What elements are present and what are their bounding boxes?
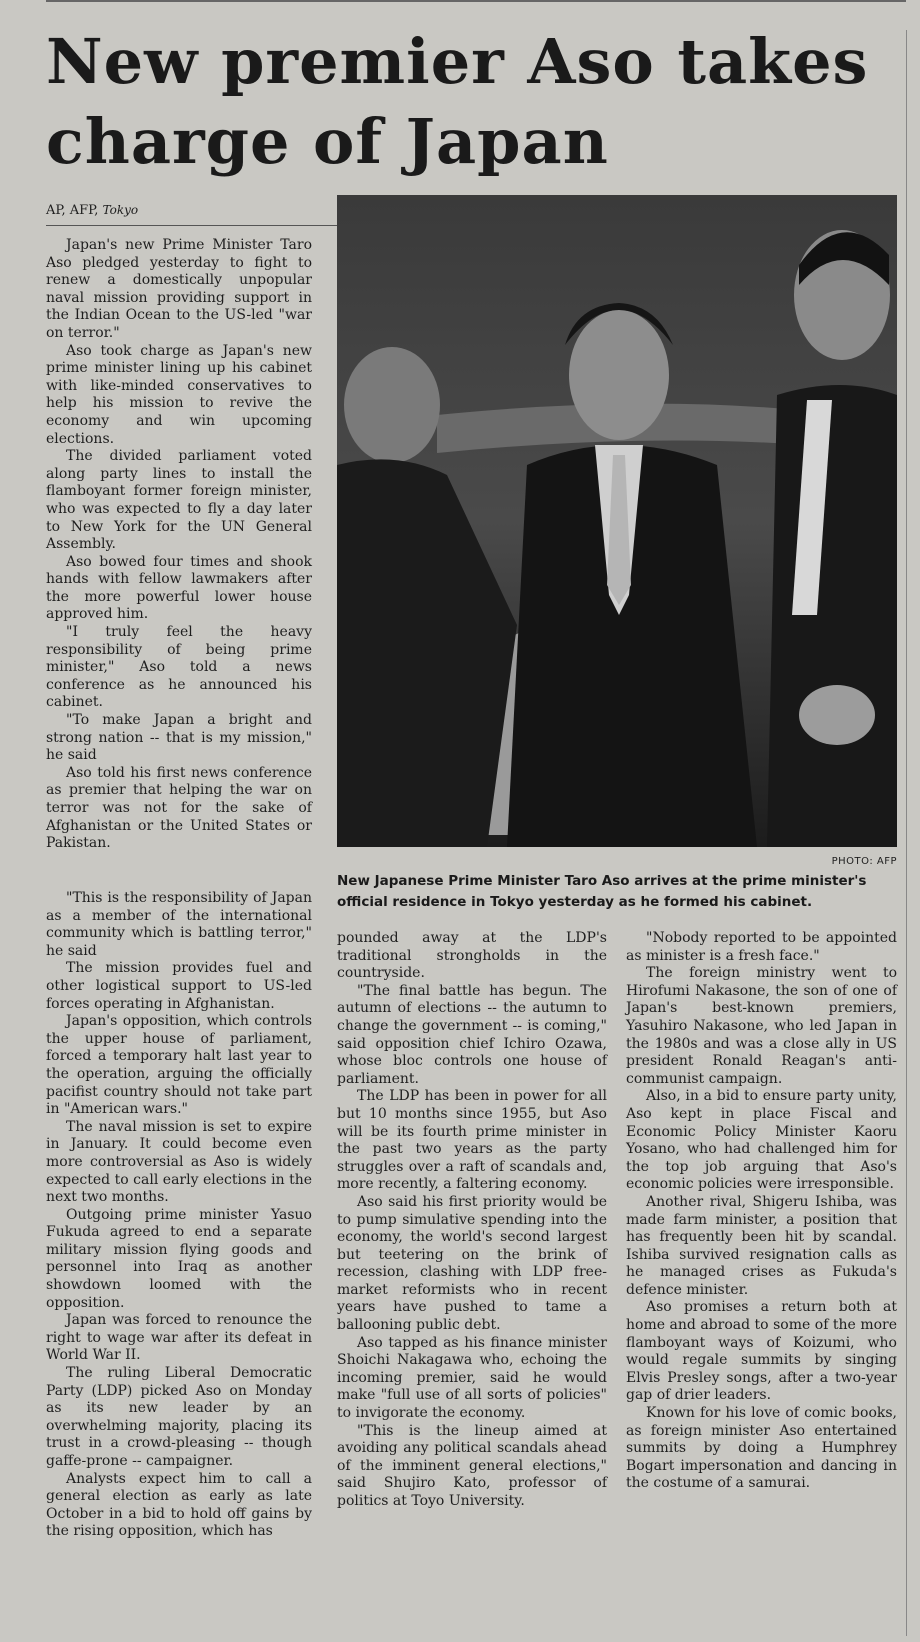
headline-line-1: New premier Aso takes — [46, 25, 869, 98]
article-paragraph: Outgoing prime minister Yasuo Fukuda agreed to end a separate military mission flying goods and personnel into Iraq as another showdown loomed with the opposition. — [46, 1206, 312, 1311]
photo-caption: New Japanese Prime Minister Taro Aso arrives at the prime minister's official residence in Tokyo yesterday as he formed his cabinet. — [337, 873, 867, 910]
article-paragraph: "The final battle has begun. The autumn of elections -- the autumn to change the government -- is coming," said opposition chief Ichiro Ozawa, whose bloc controls one house of parliament. — [337, 982, 607, 1087]
article-paragraph: "To make Japan a bright and strong nation -- that is my mission," he said — [46, 712, 312, 764]
article-column-1-upper — [46, 237, 312, 853]
byline — [46, 201, 342, 226]
article-column-1-lower — [46, 890, 312, 1541]
headline — [46, 22, 906, 182]
article-paragraph: The mission provides fuel and other logistical support to US-led forces operating in Afghanistan. — [46, 960, 312, 1012]
article-paragraph: Aso told his first news conference as premier that helping the war on terror was not for the sake of Afghanistan or the United States or Pakistan. — [46, 764, 312, 852]
article-paragraph: Aso tapped as his finance minister Shoichi Nakagawa who, echoing the incoming premier, said he would make "full use of all sorts of policies" to invigorate the economy. — [337, 1334, 607, 1422]
article-paragraph: Aso said his first priority would be to pump simulative spending into the economy, the world's second largest but teetering on the brink of recession, clashing with LDP free-market reformists who in recent years have pushed to tame a ballooning public debt. — [337, 1193, 607, 1334]
column-rule — [906, 30, 907, 1636]
article-paragraph: "I truly feel the heavy responsibility of being prime minister," Aso told a news conference as he announced his cabinet. — [46, 624, 312, 711]
article-paragraph: Known for his love of comic books, as foreign minister Aso entertained summits by doing a Humphrey Bogart impersonation and dancing in the costume of a samurai. — [626, 1405, 897, 1492]
article-paragraph: "Nobody reported to be appointed as minister is a fresh face." — [626, 930, 897, 964]
article-paragraph: Aso bowed four times and shook hands with fellow lawmakers after the more powerful lower house approved him. — [46, 553, 312, 623]
article-paragraph: Japan's opposition, which controls the upper house of parliament, forced a temporary halt last year to the operation, arguing the officially pacifist country should not take part in "American wars." — [46, 1013, 312, 1118]
article-paragraph: The divided parliament voted along party lines to install the flamboyant former foreign minister, who was expected to fly a day later to New York for the UN General Assembly. — [46, 448, 312, 553]
article-paragraph: "This is the lineup aimed at avoiding any political scandals ahead of the imminent general elections," said Shujiro Kato, professor of politics at Toyo University. — [337, 1422, 607, 1509]
byline-agencies: AP, AFP, — [46, 203, 99, 218]
article-column-2 — [337, 930, 607, 1511]
article-paragraph: The naval mission is set to expire in January. It could become even more controversial as Aso is widely expected to call early elections in the next two months. — [46, 1118, 312, 1206]
top-rule — [46, 0, 906, 2]
article-paragraph: Also, in a bid to ensure party unity, Aso kept in place Fiscal and Economic Policy Minister Kaoru Yosano, who had challenged him for the top job arguing that Aso's economic policies were irresponsible. — [626, 1088, 897, 1193]
photo-illustration — [337, 195, 897, 847]
byline-location: Tokyo — [102, 203, 139, 217]
article-paragraph: Analysts expect him to call a general election as early as late October in a bid to hold off gains by the rising opposition, which has — [46, 1470, 312, 1540]
article-paragraph: "This is the responsibility of Japan as a member of the international community which is battling terror," he said — [46, 890, 312, 959]
article-paragraph: The ruling Liberal Democratic Party (LDP) picked Aso on Monday as its new leader by an overwhelming majority, placing its trust in a crowd-pleasing -- though gaffe-prone -- campaigner. — [46, 1365, 312, 1469]
article-column-3 — [626, 930, 897, 1493]
article-paragraph: Another rival, Shigeru Ishiba, was made farm minister, a position that has frequently been hit by scandal. Ishiba survived resignation calls as he managed crises as Fukuda's defence minister. — [626, 1193, 897, 1298]
article-paragraph: The LDP has been in power for all but 10 months since 1955, but Aso will be its fourth prime minister in the past two years as the party struggles over a raft of scandals and, more recently, a faltering economy. — [337, 1088, 607, 1193]
photo-credit: PHOTO: AFP — [831, 856, 897, 867]
news-photo — [337, 195, 897, 847]
headline-line-2: charge of Japan — [46, 105, 609, 178]
article-paragraph: Aso took charge as Japan's new prime minister lining up his cabinet with like-minded conservatives to help his mission to revive the economy and win upcoming elections. — [46, 342, 312, 447]
article-paragraph: Aso promises a return both at home and abroad to some of the more flamboyant ways of Koizumi, who would regale summits by singing Elvis Presley songs, after a two-year gap of drier leaders. — [626, 1299, 897, 1404]
article-paragraph: The foreign ministry went to Hirofumi Nakasone, the son of one of Japan's best-known premiers, Yasuhiro Nakasone, who led Japan in the 1980s and was a close ally in US president Ronald Reagan's anti-communist campaign. — [626, 965, 897, 1087]
article-paragraph: Japan was forced to renounce the right to wage war after its defeat in World War II. — [46, 1312, 312, 1364]
article-paragraph: pounded away at the LDP's traditional strongholds in the countryside. — [337, 930, 607, 982]
article-paragraph: Japan's new Prime Minister Taro Aso pledged yesterday to fight to renew a domestically unpopular naval mission providing support in the Indian Ocean to the US-led "war on terror." — [46, 237, 312, 341]
